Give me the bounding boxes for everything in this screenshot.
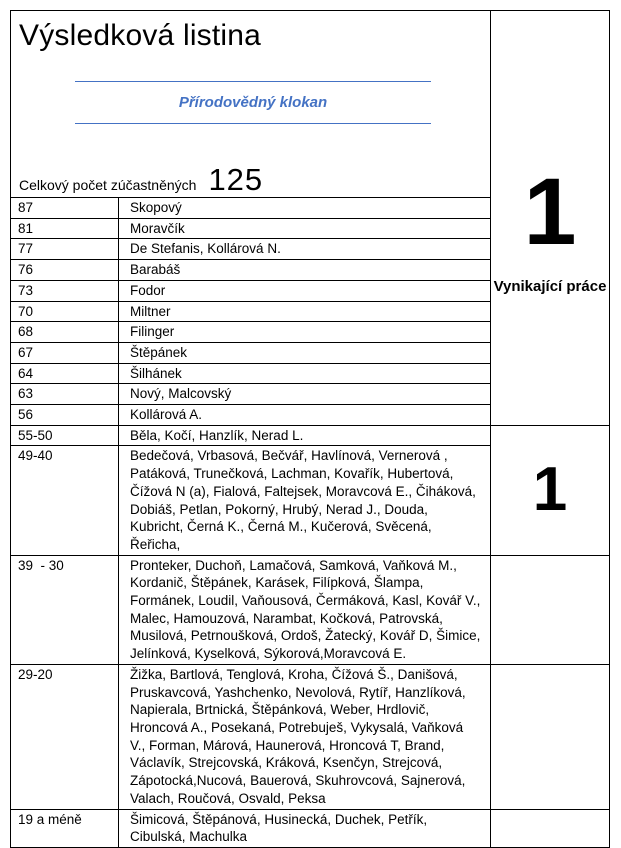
page-title: Výsledková listina — [19, 19, 262, 52]
award-label: Vynikající práce — [493, 278, 607, 296]
participants-total-line — [11, 164, 490, 197]
participants-count: 125 — [208, 162, 264, 197]
score-range-cell: 56 — [11, 404, 119, 425]
score-range-cell: 55-50 — [11, 425, 119, 446]
names-cell: Šimicová, Štěpánová, Husinecká, Duchek, Petřík, Cibulská, Machulka — [119, 809, 490, 847]
score-range-cell: 49-40 — [11, 445, 119, 554]
names-cell: Štěpánek — [119, 342, 490, 363]
names-cell: Barabáš — [119, 259, 490, 280]
names-cell: Běla, Kočí, Hanzlík, Nerad L. — [119, 425, 490, 446]
score-range-cell: 73 — [11, 280, 119, 301]
score-range-cell: 68 — [11, 321, 119, 342]
score-range-cell: 76 — [11, 259, 119, 280]
award-cell-range-29-20 — [490, 664, 609, 809]
award-cell-range-39-30 — [490, 555, 609, 664]
score-range-cell: 77 — [11, 238, 119, 259]
score-range-cell: 29-20 — [11, 664, 119, 809]
results-table — [10, 10, 610, 848]
names-cell: Kollárová A. — [119, 404, 490, 425]
names-cell: De Stefanis, Kollárová N. — [119, 238, 490, 259]
score-range-cell: 67 — [11, 342, 119, 363]
participants-label: Celkový počet zúčastněných — [19, 177, 197, 193]
names-cell: Miltner — [119, 301, 490, 322]
score-range-cell: 39 - 30 — [11, 555, 119, 664]
names-cell: Nový, Malcovský — [119, 383, 490, 404]
award-rank-number: 1 — [523, 159, 577, 266]
award-cell-top — [490, 11, 609, 425]
score-range-cell: 87 — [11, 197, 119, 218]
document-subtitle: Přírodovědný klokan — [178, 94, 328, 111]
score-range-cell: 81 — [11, 218, 119, 239]
names-cell: Pronteker, Duchoň, Lamačová, Samková, Vaňková M., Kordanič, Štěpánek, Karásek, Filípková, Šlampa, Formánek, Loudil, Vaňousová, Čermáková, Kasl, Kovář V., Malec, Hamouzová, Narambat, Kočková, Patrovská, Musilová, Petrnoušková, Ordoš, Žatecký, Kovář D, Šimice, Jelínková, Kyselková, Sýkorová,Moravcová E. — [119, 555, 490, 664]
document-header — [11, 11, 490, 197]
names-cell: Fodor — [119, 280, 490, 301]
award-cell-second — [490, 425, 609, 555]
names-cell: Skopový — [119, 197, 490, 218]
score-range-cell: 64 — [11, 363, 119, 384]
names-cell: Bedečová, Vrbasová, Bečvář, Havlínová, Vernerová , Patáková, Trunečková, Lachman, Kovařík, Hubertová, Čížová N (a), Fialová, Faltejsek, Moravcová E., Čiháková, Dobiáš, Petlan, Pokorný, Hrubý, Nerad J., Douda, Kubricht, Černá K., Černá M., Kučerová, Svěcená, Řeřicha, — [119, 445, 490, 554]
names-cell: Moravčík — [119, 218, 490, 239]
names-cell: Filinger — [119, 321, 490, 342]
score-range-cell: 19 a méně — [11, 809, 119, 847]
subtitle-block — [75, 81, 431, 124]
score-range-cell: 70 — [11, 301, 119, 322]
names-cell: Šilhánek — [119, 363, 490, 384]
award-rank-number: 1 — [532, 455, 568, 525]
award-cell-range-19-less — [490, 809, 609, 847]
names-cell: Žižka, Bartlová, Tenglová, Kroha, Čížová Š., Danišová, Pruskavcová, Yashchenko, Nevolová, Rytíř, Hanzlíková, Napierala, Brtnická, Štěpánková, Weber, Hrdlovič, Hroncová A., Posekaná, Potrebuješ, Vykysalá, Vaňková V., Forman, Márová, Haunerová, Hroncová T, Brand, Václavík, Strejcovská, Kráková, Ksenčyn, Strejcová, Zápotocká,Nucová, Bauerová, Skuhrovcová, Sajnerová, Valach, Roučová, Osvald, Peksa — [119, 664, 490, 809]
score-range-cell: 63 — [11, 383, 119, 404]
